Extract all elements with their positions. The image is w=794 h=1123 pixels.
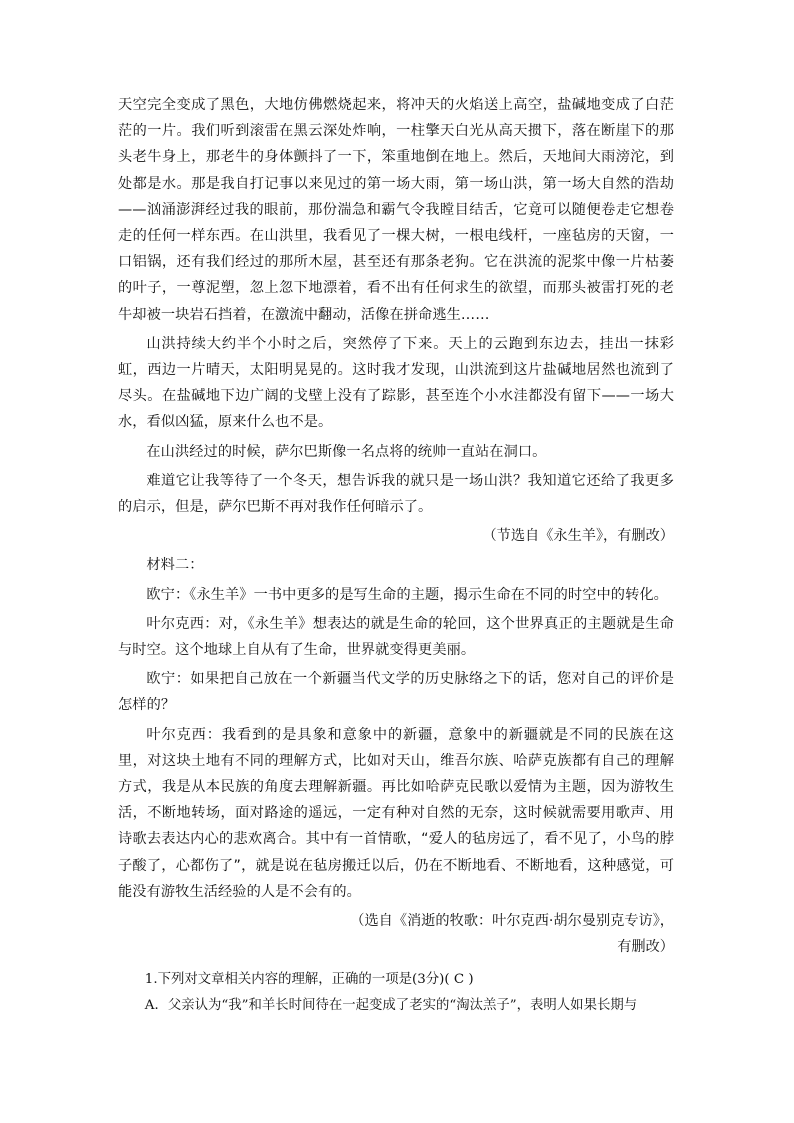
question-1: 1.下列对文章相关内容的理解，正确的一项是(3分)( C )	[144, 971, 474, 987]
paragraph-winter: 难道它让我等待了一个冬天，想告诉我的就只是一场山洪？我知道它还给了我更多的启示，但是，萨尔巴斯不再对我作任何暗示了。	[118, 472, 674, 516]
source-citation-2: （选自《消逝的牧歌：叶尔克西·胡尔曼别克专访》，有删改）	[350, 913, 674, 956]
material-two-label: 材料二：	[146, 557, 204, 574]
dialogue-line: 叶尔克西：对，《永生羊》想表达的就是生命的轮回，这个世界真正的主题就是生命与时空。这个地球上自从有了生命，世界就变得更美丽。	[118, 615, 674, 659]
paragraph-flood-stops: 山洪持续大约半个小时之后，突然停了下来。天上的云跑到东边去，挂出一抹彩虹，西边一片晴天，太阳明晃晃的。这时我才发现，山洪流到这片盐碱地居然也流到了尽头。在盐碱地下边广阔的戈壁上没有了踪影，甚至连个小水洼都没有留下——一场大水，看似凶猛，原来什么也不是。	[118, 335, 674, 431]
dialogue-line: 欧宁：如果把自己放在一个新疆当代文学的历史脉络之下的话，您对自己的评价是怎样的？	[118, 671, 674, 714]
dialogue-line: 欧宁：《永生羊》一书中更多的是写生命的主题，揭示生命在不同的时空中的转化。	[146, 586, 668, 603]
document-page	[118, 92, 674, 1019]
option-a: A．父亲认为“我”和羊长时间待在一起变成了老实的“淘汰羔子”，表明人如果长期与	[144, 997, 638, 1013]
dialogue-line: 叶尔克西：我看到的是具象和意象中的新疆，意象中的新疆就是不同的民族在这里，对这块土地有不同的理解方式，比如对天山，维吾尔族、哈萨克族都有自己的理解方式，我是从本民族的角度去理解新疆。再比如哈萨克民歌以爱情为主题，因为游牧生活，不断地转场，面对路途的遥远，一定有种对自然的无奈，这时候就需要用歌声、用诗歌去表达内心的悲欢离合。其中有一首情歌，“爱人的毡房远了，看不见了，小鸟的脖子酸了，心都伤了”，就是说在毡房搬迁以后，仍在不断地看、不断地看，这种感觉，可能没有游牧生活经验的人是不会有的。	[118, 726, 674, 900]
paragraph-flood: 天空完全变成了黑色，大地仿佛燃烧起来，将冲天的火焰送上高空，盐碱地变成了白茫茫的一片。我们听到滚雷在黑云深处炸响，一柱擎天白光从高天掼下，落在断崖下的那头老牛身上，那老牛的身体颤抖了一下，笨重地倒在地上。然后，天地间大雨滂沱，到处都是水。那是我自打记事以来见过的第一场大雨，第一场山洪，第一场大自然的浩劫——汹涌澎湃经过我的眼前，那份湍急和霸气令我瞠目结舌，它竟可以随便卷走它想卷走的任何一样东西。在山洪里，我看见了一棵大树，一根电线杆，一座毡房的天窗，一口铝锅，还有我们经过的那所木屋，甚至还有那条老狗。它在洪流的泥浆中像一片枯萎的叶子，一尊泥塑，忽上忽下地漂着，看不出有任何求生的欲望，而那头被雷打死的老牛却被一块岩石挡着，在激流中翻动，活像在拼命逃生……	[118, 97, 674, 323]
source-citation-1: （节选自《永生羊》，有删改）	[482, 528, 674, 545]
paragraph-sarbas: 在山洪经过的时候，萨尔巴斯像一名点将的统帅一直站在洞口。	[146, 443, 547, 460]
